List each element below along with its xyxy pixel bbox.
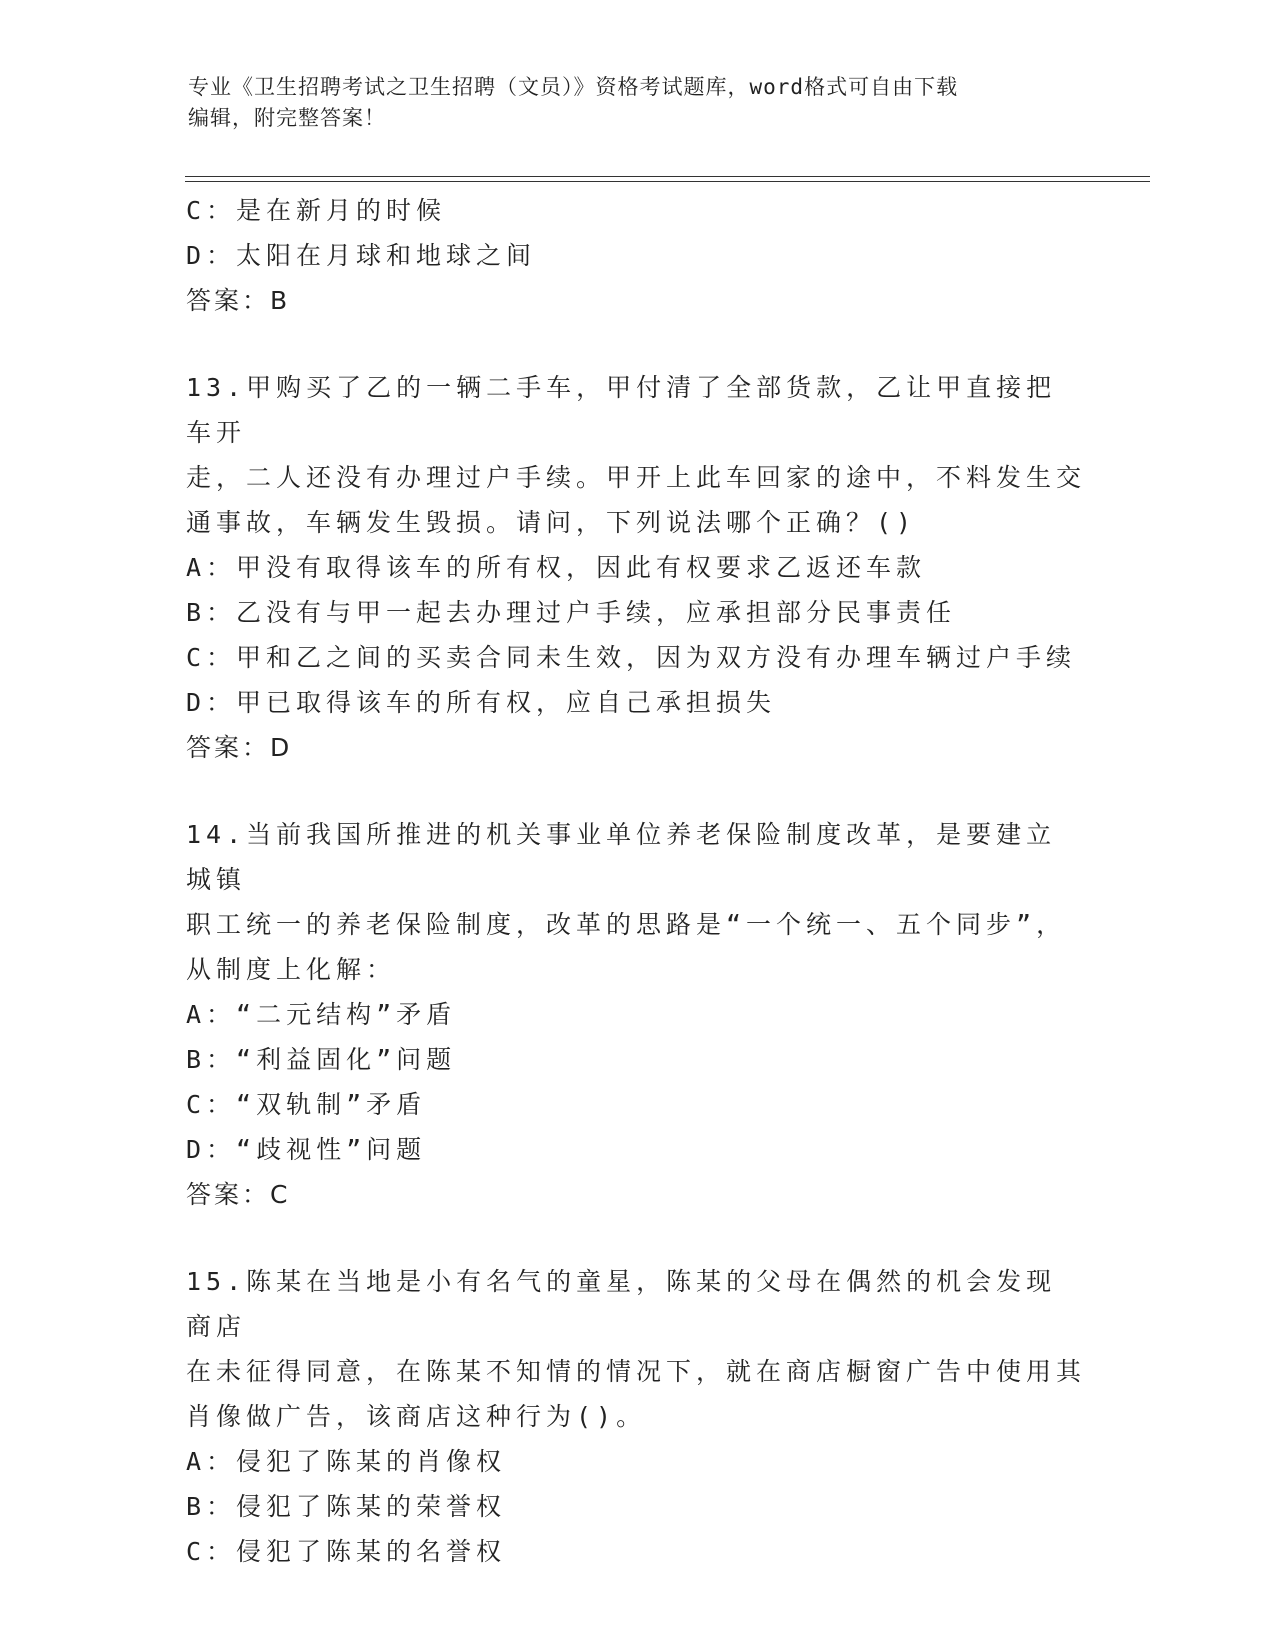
document-header bbox=[188, 72, 1088, 134]
question-stem bbox=[186, 1259, 1086, 1439]
stem-line: 15.陈某在当地是小有名气的童星，陈某的父母在偶然的机会发现商店 bbox=[186, 1267, 1057, 1341]
stem-line: 通事故，车辆发生毁损。请问，下列说法哪个正确？() bbox=[186, 508, 917, 537]
option-a: A：侵犯了陈某的肖像权 bbox=[186, 1447, 507, 1476]
stem-line: 13.甲购买了乙的一辆二手车，甲付清了全部货款，乙让甲直接把车开 bbox=[186, 373, 1057, 447]
question-stem bbox=[186, 365, 1086, 545]
option-c: C：侵犯了陈某的名誉权 bbox=[186, 1537, 507, 1566]
header-line-2: 编辑，附完整答案！ bbox=[188, 106, 386, 130]
option-d: D：太阳在月球和地球之间 bbox=[186, 241, 537, 270]
option-d: D：甲已取得该车的所有权，应自己承担损失 bbox=[186, 688, 777, 717]
option-c: C：是在新月的时候 bbox=[186, 196, 447, 225]
stem-line: 肖像做广告，该商店这种行为()。 bbox=[186, 1402, 647, 1431]
header-line-1: 专业《卫生招聘考试之卫生招聘（文员）》资格考试题库，word格式可自由下载 bbox=[188, 75, 959, 99]
question-14 bbox=[186, 812, 1086, 1217]
option-a: A：“二元结构”矛盾 bbox=[186, 1000, 457, 1029]
option-c: C：甲和乙之间的买卖合同未生效，因为双方没有办理车辆过户手续 bbox=[186, 643, 1077, 672]
question-15 bbox=[186, 1259, 1086, 1574]
option-c: C：“双轨制”矛盾 bbox=[186, 1090, 427, 1119]
header-divider-bottom bbox=[185, 181, 1150, 182]
question-13 bbox=[186, 365, 1086, 770]
prev-question-block bbox=[186, 188, 1086, 323]
answer-label: 答案：C bbox=[186, 1180, 291, 1209]
header-divider-top bbox=[185, 176, 1150, 177]
option-b: B：“利益固化”问题 bbox=[186, 1045, 457, 1074]
stem-line: 走，二人还没有办理过户手续。甲开上此车回家的途中，不料发生交 bbox=[186, 463, 1087, 492]
answer-label: 答案：B bbox=[186, 286, 291, 315]
option-a: A：甲没有取得该车的所有权，因此有权要求乙返还车款 bbox=[186, 553, 927, 582]
answer-label: 答案：D bbox=[186, 733, 293, 762]
stem-line: 在未征得同意，在陈某不知情的情况下，就在商店橱窗广告中使用其 bbox=[186, 1357, 1087, 1386]
stem-line: 职工统一的养老保险制度，改革的思路是“一个统一、五个同步”， bbox=[186, 910, 1067, 939]
stem-line: 14.当前我国所推进的机关事业单位养老保险制度改革，是要建立城镇 bbox=[186, 820, 1057, 894]
question-stem bbox=[186, 812, 1086, 992]
question-content bbox=[186, 188, 1086, 1574]
option-d: D：“歧视性”问题 bbox=[186, 1135, 427, 1164]
option-b: B：侵犯了陈某的荣誉权 bbox=[186, 1492, 507, 1521]
option-b: B：乙没有与甲一起去办理过户手续，应承担部分民事责任 bbox=[186, 598, 957, 627]
stem-line: 从制度上化解： bbox=[186, 955, 397, 984]
